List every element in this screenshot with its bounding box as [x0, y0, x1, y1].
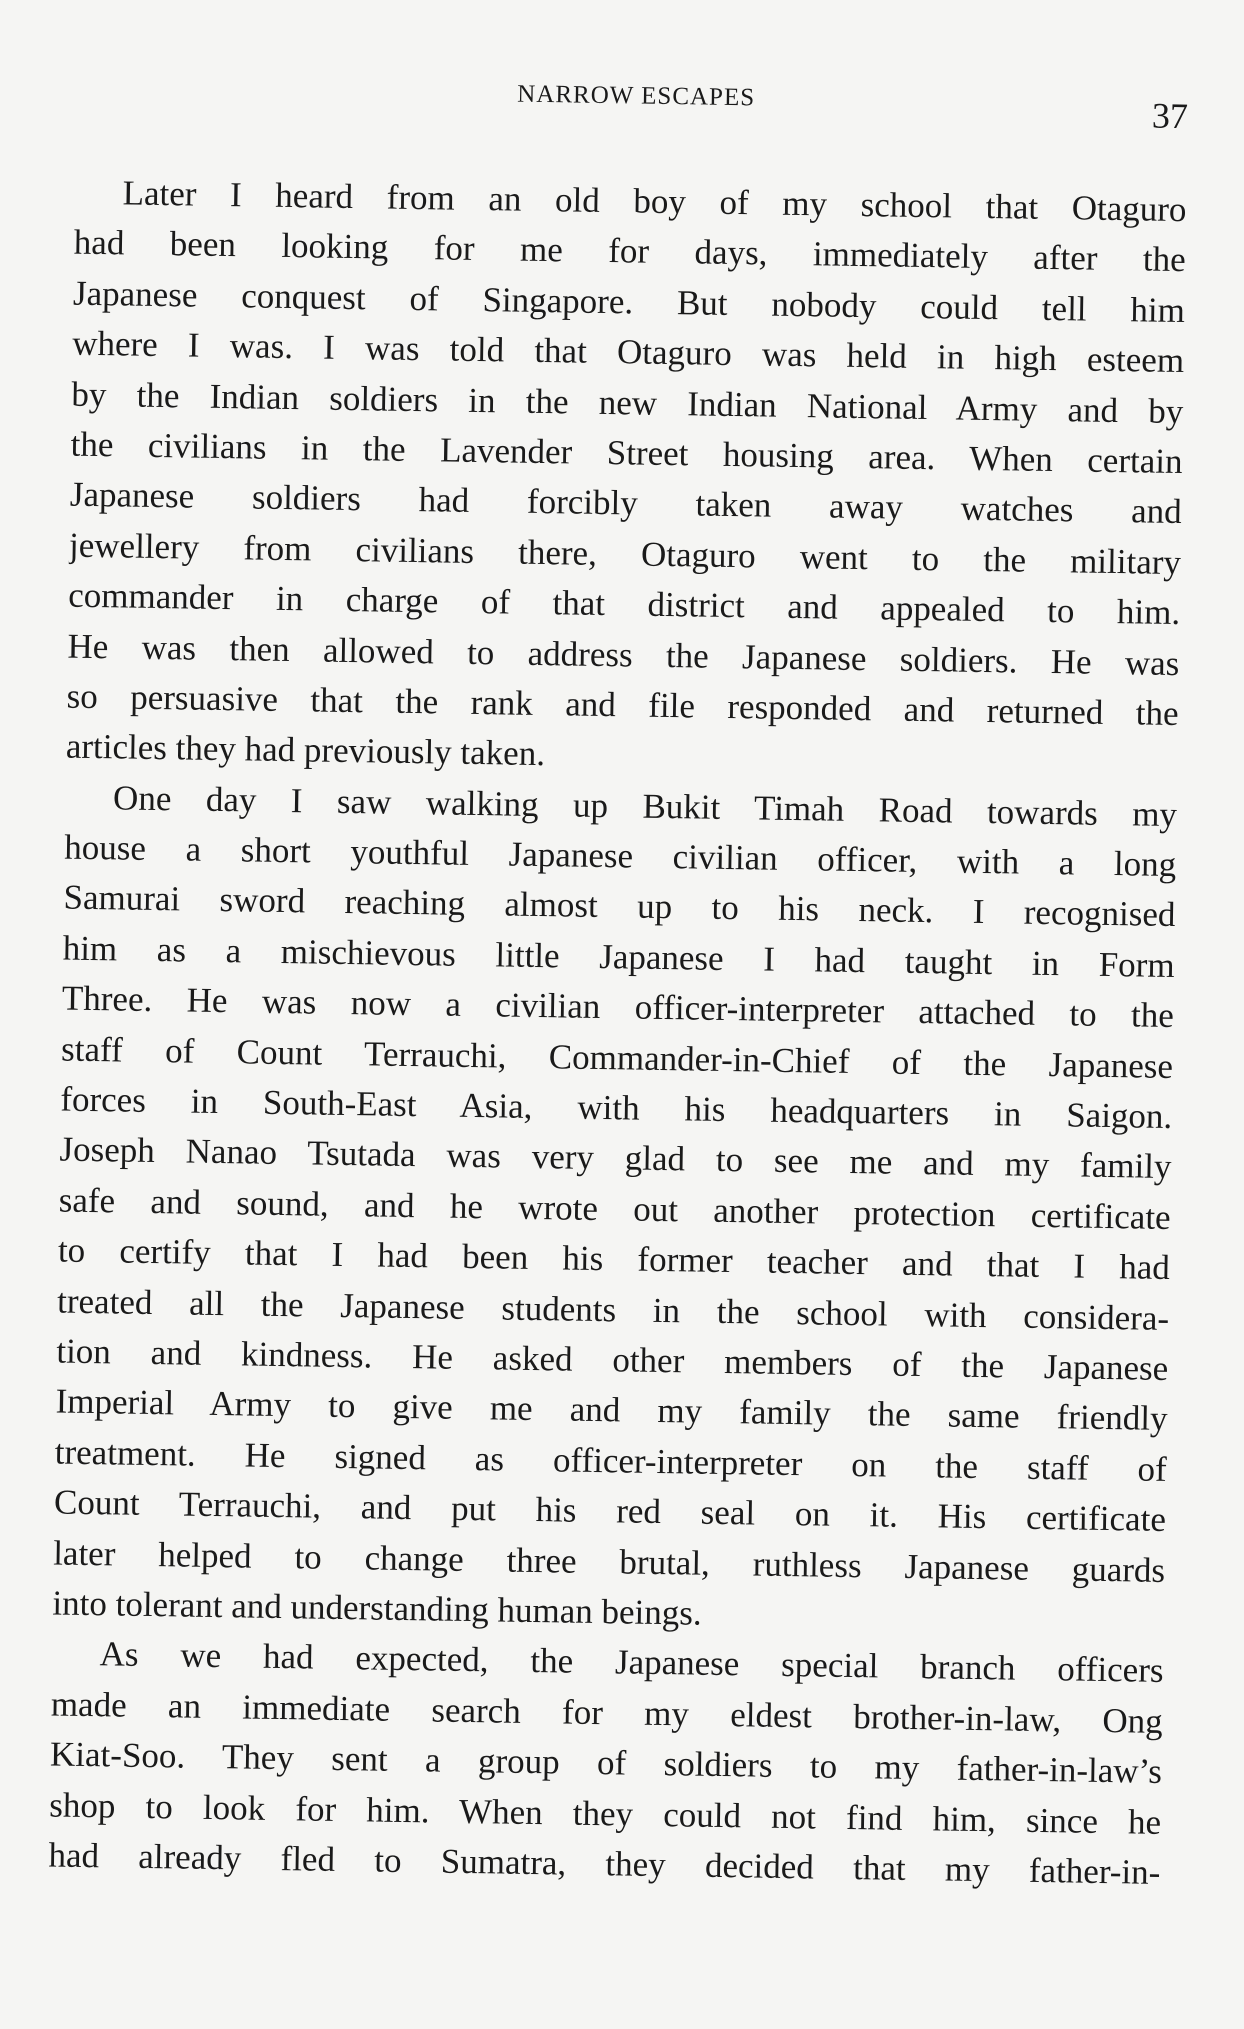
- text-line: house a short youthful Japanese civilian officer, with a long: [64, 827, 1177, 885]
- running-head: NARROW ESCAPES: [517, 80, 756, 112]
- text-line: by the Indian soldiers in the new Indian National Army and by: [71, 374, 1184, 431]
- text-line: staff of Count Terrauchi, Commander-in-Chief of the Japanese: [60, 1029, 1174, 1086]
- page-number: 37: [1151, 95, 1189, 137]
- text-line: treatment. He signed as officer-interpreter on the staff of: [54, 1432, 1168, 1489]
- text-line: to certify that I had been his former teacher and that I had: [57, 1230, 1171, 1288]
- text-line: treated all the Japanese students in the school with considera-: [56, 1281, 1170, 1338]
- text-line: had been looking for me for days, immediately after the: [73, 223, 1187, 280]
- text-line: the civilians in the Lavender Street housing area. When certain: [70, 424, 1183, 482]
- text-line: articles they had previously taken.: [65, 726, 546, 774]
- text-line: One day I saw walking up Bukit Timah Road towards my: [112, 778, 1178, 834]
- text-line: Count Terrauchi, and put his red seal on it. His certificate: [53, 1482, 1167, 1540]
- text-line: safe and sound, and he wrote out another protection certificate: [58, 1180, 1171, 1237]
- text-line: him as a mischievous little Japanese I had taught in Form: [62, 928, 1175, 985]
- text-line: made an immediate search for my eldest brother-in-law, Ong: [50, 1684, 1164, 1741]
- text-line: Later I heard from an old boy of my school that Otaguro: [122, 173, 1187, 230]
- text-line: later helped to change three brutal, ruthless Japanese guards: [52, 1533, 1166, 1590]
- text-line: where I was. I was told that Otaguro was held in high esteem: [71, 323, 1185, 381]
- text-line: Japanese soldiers had forcibly taken away watches and: [69, 474, 1183, 532]
- text-line: had already fled to Sumatra, they decided that my father-in-: [48, 1835, 1161, 1892]
- body-text: [48, 168, 1187, 1899]
- text-line: forces in South-East Asia, with his headquarters in Saigon.: [60, 1079, 1173, 1137]
- text-line: shop to look for him. When they could not find him, since he: [48, 1784, 1162, 1842]
- text-line: Three. He was now a civilian officer-interpreter attached to the: [61, 978, 1175, 1036]
- text-line: Samurai sword reaching almost up to his neck. I recognised: [63, 878, 1176, 935]
- text-line: As we had expected, the Japanese special branch officers: [99, 1634, 1164, 1691]
- text-line: Imperial Army to give me and my family the same friendly: [55, 1381, 1168, 1439]
- text-line: Japanese conquest of Singapore. But nobody could tell him: [72, 273, 1186, 330]
- text-line: into tolerant and understanding human beings.: [52, 1583, 703, 1633]
- text-line: commander in charge of that district and appealed to him.: [67, 575, 1181, 633]
- text-line: Kiat-Soo. They sent a group of soldiers to my father-in-law’s: [49, 1734, 1163, 1792]
- text-line: tion and kindness. He asked other members of the Japanese: [56, 1331, 1169, 1388]
- text-line: Joseph Nanao Tsutada was very glad to see me and my family: [59, 1129, 1172, 1187]
- text-line: jewellery from civilians there, Otaguro went to the military: [68, 525, 1182, 582]
- text-line: so persuasive that the rank and file responded and returned the: [66, 676, 1179, 733]
- text-line: He was then allowed to address the Japanese soldiers. He was: [67, 626, 1180, 683]
